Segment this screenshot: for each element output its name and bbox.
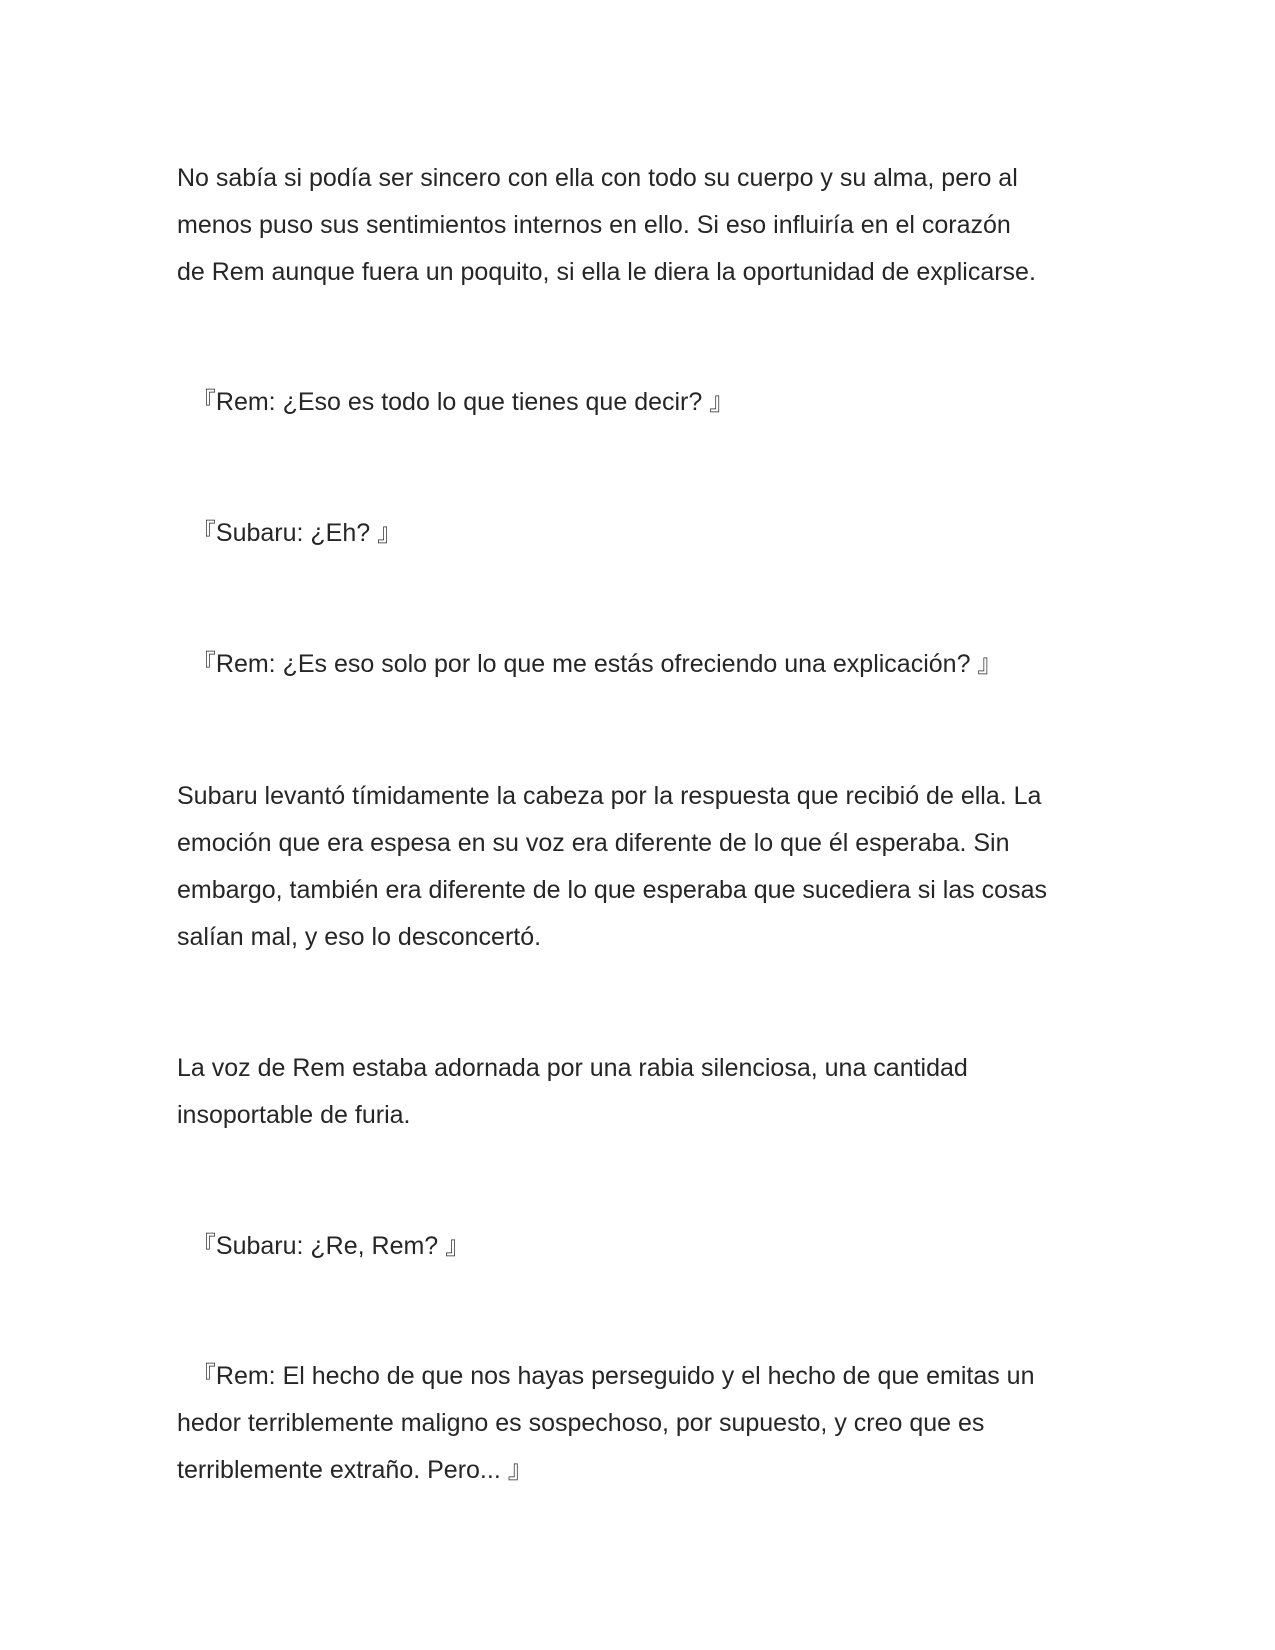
text-line: embargo, también era diferente de lo que esperaba que sucediera si las cosas [177,876,1047,904]
text-line: menos puso sus sentimientos internos en ello. Si eso influiría en el corazón [177,211,1011,239]
dialogue-line [177,1223,1107,1270]
text-line: salían mal, y eso lo desconcertó. [177,923,542,951]
text-line: insoportable de furia. [177,1101,411,1129]
dialogue-line [177,379,1107,426]
narration-paragraph [177,155,1107,296]
text-line: de Rem aunque fuera un poquito, si ella le diera la oportunidad de explicarse. [177,258,1036,286]
text-line: terriblemente extraño. Pero... 』 [177,1456,533,1484]
dialogue-line [177,510,1107,557]
text-line: 『Rem: ¿Eso es todo lo que tienes que decir? 』 [177,388,735,416]
narration-paragraph [177,773,1107,961]
dialogue-line [177,641,1107,688]
text-line: 『Rem: El hecho de que nos hayas perseguido y el hecho de que emitas un [177,1362,1035,1390]
text-line: La voz de Rem estaba adornada por una rabia silenciosa, una cantidad [177,1054,968,1082]
text-line: 『Subaru: ¿Eh? 』 [177,519,403,547]
text-line: No sabía si podía ser sincero con ella con todo su cuerpo y su alma, pero al [177,164,1018,192]
narration-paragraph [177,1045,1107,1139]
text-line: 『Rem: ¿Es eso solo por lo que me estás ofreciendo una explicación? 』 [177,650,1003,678]
text-line: 『Subaru: ¿Re, Rem? 』 [177,1232,471,1260]
text-line: Subaru levantó tímidamente la cabeza por la respuesta que recibió de ella. La [177,782,1042,810]
dialogue-paragraph [177,1353,1107,1494]
text-line: hedor terriblemente maligno es sospechoso, por supuesto, y creo que es [177,1409,985,1437]
text-line: emoción que era espesa en su voz era diferente de lo que él esperaba. Sin [177,829,1010,857]
